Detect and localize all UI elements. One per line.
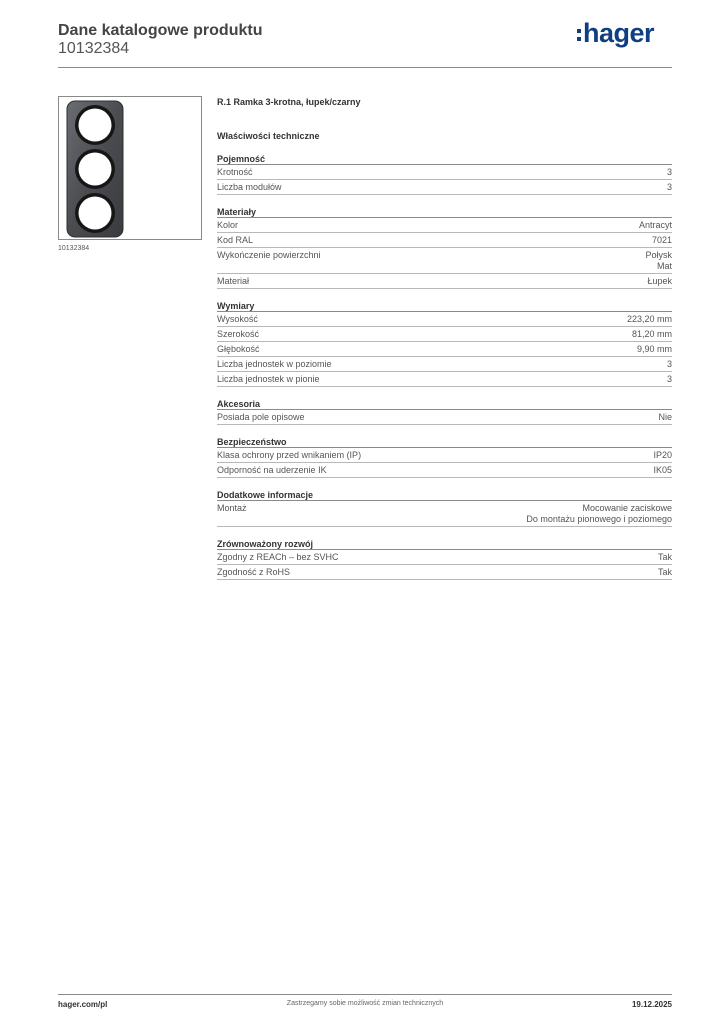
spec-groups: [217, 153, 672, 580]
spec-value: Tak: [657, 567, 672, 577]
spec-row: [217, 218, 672, 233]
spec-label: Montaż: [217, 503, 247, 513]
spec-group: [217, 538, 672, 580]
spec-label: Szerokość: [217, 329, 260, 339]
spec-label: Liczba modułów: [217, 182, 282, 192]
document-title: Dane katalogowe produktu: [58, 22, 263, 39]
spec-value: 9,90 mm: [636, 344, 672, 354]
document-product-code: 10132384: [58, 40, 130, 57]
spec-value: 81,20 mm: [631, 329, 672, 339]
spec-row: [217, 357, 672, 372]
spec-group-title: Dodatkowe informacje: [217, 489, 672, 501]
spec-label: Posiada pole opisowe: [217, 412, 305, 422]
spec-label: Zgodność z RoHS: [217, 567, 291, 577]
spec-value: IK05: [653, 465, 672, 475]
spec-value: Nie: [658, 412, 672, 422]
spec-label: Odporność na uderzenie IK: [217, 465, 327, 475]
spec-row: [217, 550, 672, 565]
spec-value: Antracyt: [638, 220, 672, 230]
spec-value: Mocowanie zaciskowe Do montażu pionowego i poziomego: [526, 503, 672, 524]
technical-properties-heading: Właściwości techniczne: [217, 131, 320, 141]
footer-notice: Zastrzegamy sobie możliwość zmian technicznych: [286, 1000, 444, 1007]
spec-row: [217, 565, 672, 580]
logo-dots-icon: [577, 29, 581, 41]
spec-label: Klasa ochrony przed wnikaniem (IP): [217, 450, 362, 460]
spec-group-title: Bezpieczeństwo: [217, 436, 672, 448]
spec-value: Połysk Mat: [645, 250, 672, 271]
spec-label: Wysokość: [217, 314, 258, 324]
triple-frame-icon: [66, 100, 124, 238]
spec-row: [217, 165, 672, 180]
spec-row: [217, 342, 672, 357]
spec-label: Krotność: [217, 167, 253, 177]
spec-row: [217, 274, 672, 289]
spec-row: [217, 448, 672, 463]
spec-group: [217, 300, 672, 387]
footer-date: 19.12.2025: [631, 1000, 672, 1009]
spec-row: [217, 312, 672, 327]
product-name: R.1 Ramka 3-krotna, łupek/czarny: [217, 97, 361, 107]
footer-website: hager.com/pl: [58, 1000, 108, 1009]
spec-group-title: Zrównoważony rozwój: [217, 538, 672, 550]
spec-label: Kod RAL: [217, 235, 254, 245]
spec-label: Liczba jednostek w pionie: [217, 374, 320, 384]
spec-value: 7021: [651, 235, 672, 245]
hager-logo: [577, 18, 654, 48]
spec-label: Wykończenie powierzchni: [217, 250, 321, 260]
spec-row: [217, 180, 672, 195]
spec-row: [217, 248, 672, 274]
spec-value: 3: [666, 359, 672, 369]
spec-group-title: Akcesoria: [217, 398, 672, 410]
spec-label: Kolor: [217, 220, 239, 230]
spec-group: [217, 206, 672, 289]
spec-label: Liczba jednostek w poziomie: [217, 359, 332, 369]
spec-group-title: Materiały: [217, 206, 672, 218]
spec-value: 3: [666, 167, 672, 177]
spec-group: [217, 436, 672, 478]
spec-value: 3: [666, 374, 672, 384]
spec-value: Tak: [657, 552, 672, 562]
image-caption: 10132384: [58, 245, 90, 252]
spec-value: Łupek: [647, 276, 672, 286]
spec-row: [217, 233, 672, 248]
spec-value: 3: [666, 182, 672, 192]
spec-row: [217, 463, 672, 478]
page-header: [58, 17, 672, 68]
spec-label: Zgodny z REACh – bez SVHC: [217, 552, 339, 562]
logo-wordmark: hager: [582, 17, 654, 48]
page-footer: [58, 994, 672, 1009]
spec-value: IP20: [653, 450, 672, 460]
spec-value: 223,20 mm: [626, 314, 672, 324]
product-image: [58, 96, 202, 240]
spec-row: [217, 501, 672, 527]
spec-row: [217, 327, 672, 342]
spec-row: [217, 372, 672, 387]
spec-group: [217, 398, 672, 425]
spec-group: [217, 153, 672, 195]
spec-label: Materiał: [217, 276, 250, 286]
spec-group-title: Pojemność: [217, 153, 672, 165]
spec-group-title: Wymiary: [217, 300, 672, 312]
spec-row: [217, 410, 672, 425]
product-details: [217, 96, 672, 580]
spec-group: [217, 489, 672, 527]
spec-label: Głębokość: [217, 344, 260, 354]
